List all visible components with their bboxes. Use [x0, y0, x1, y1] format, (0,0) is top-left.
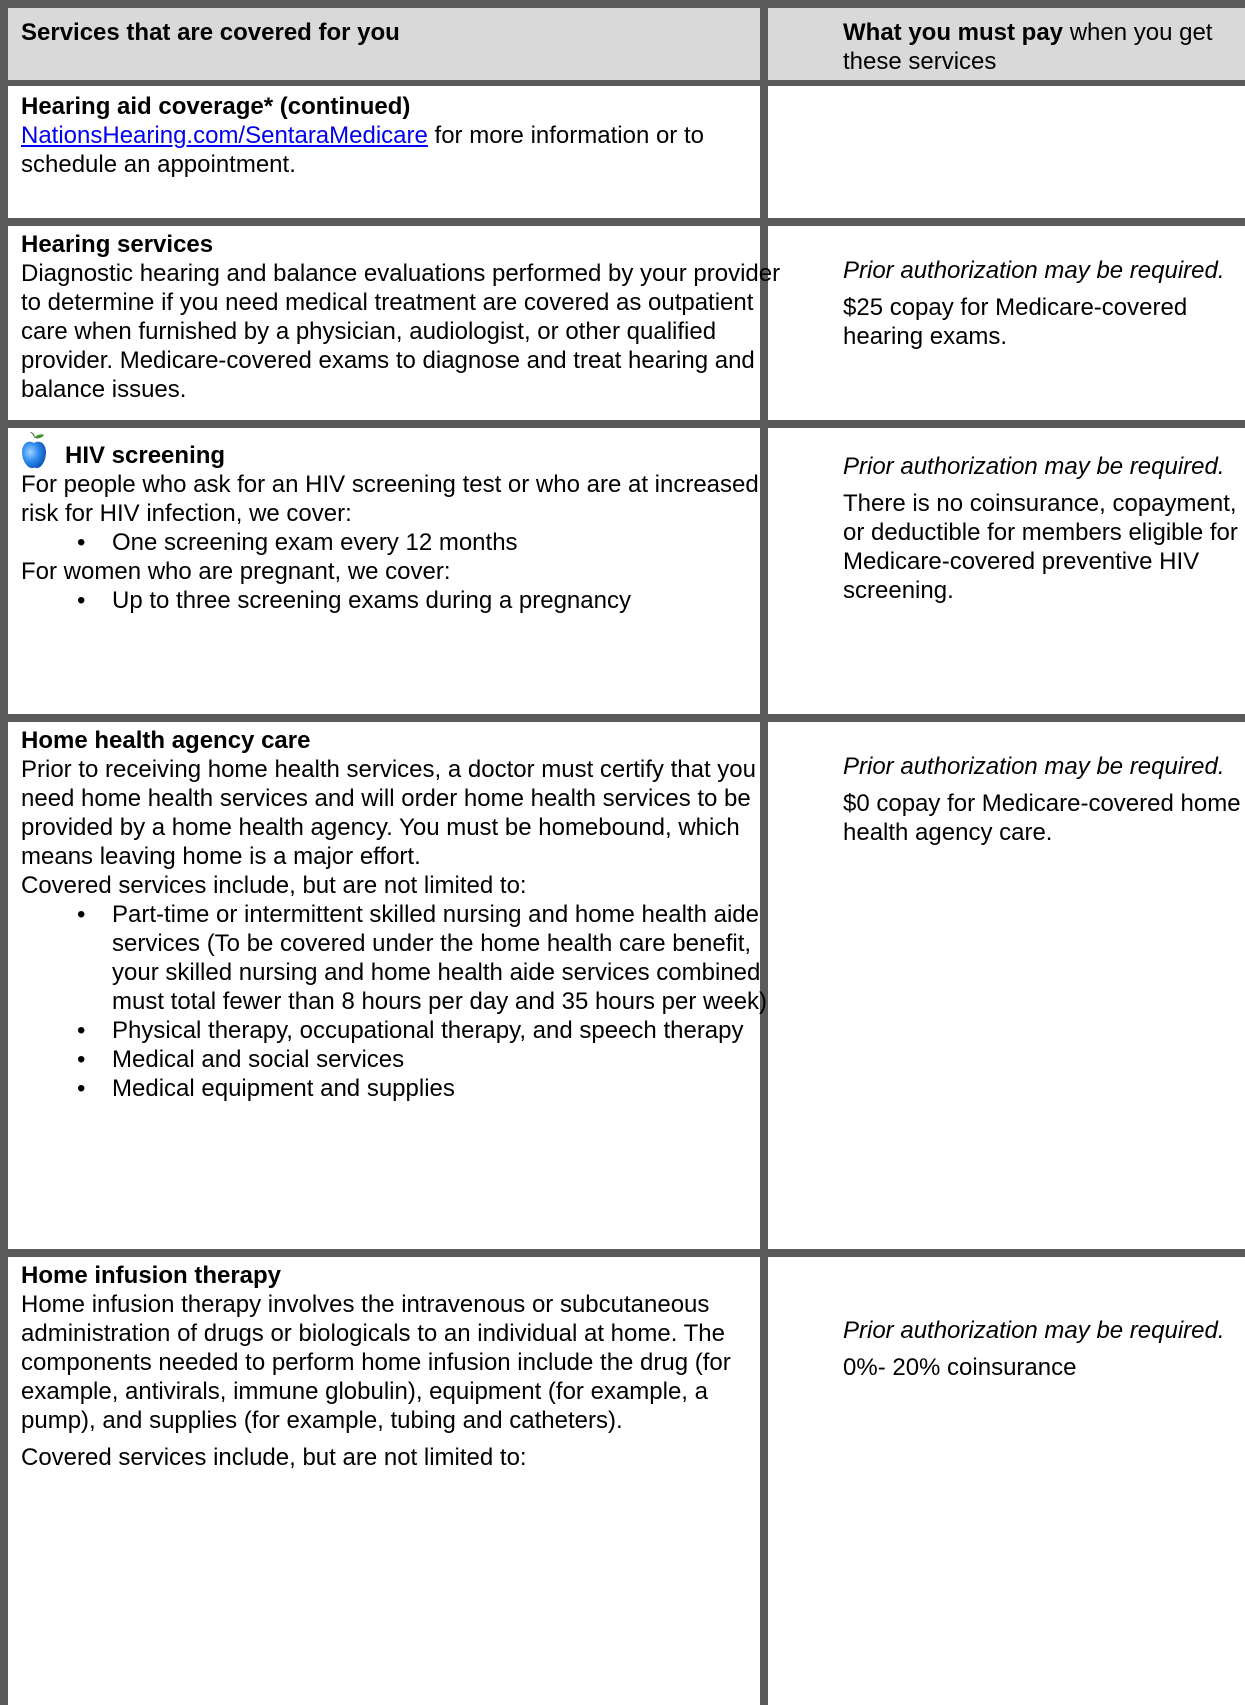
header-pay-bold: What you must pay	[843, 19, 1064, 46]
row-hearing-aid	[21, 92, 781, 179]
row-title: HIV screening	[65, 442, 226, 469]
row-divider	[0, 80, 1245, 86]
row-text-rest: for more information or to schedule an appointment.	[21, 122, 704, 178]
row-hearing-services-cost	[843, 256, 1245, 351]
list-item: • Medical equipment and supplies	[21, 1074, 781, 1103]
row-home-health	[21, 726, 781, 1103]
row-divider	[0, 420, 1245, 428]
list-item: • Physical therapy, occupational therapy, and speech therapy	[21, 1016, 781, 1045]
prior-auth-note: Prior authorization may be required.	[843, 753, 1225, 780]
nationshearing-link[interactable]: NationsHearing.com/SentaraMedicare	[21, 122, 428, 149]
table-border-left	[0, 0, 8, 1705]
bullet-list	[21, 528, 781, 557]
prior-auth-note: Prior authorization may be required.	[843, 453, 1225, 480]
row-paragraph: For women who are pregnant, we cover:	[21, 558, 451, 585]
row-paragraph: Covered services include, but are not limited to:	[21, 1444, 527, 1471]
row-text	[21, 121, 781, 179]
row-paragraph: Covered services include, but are not limited to:	[21, 872, 527, 899]
row-paragraph: For people who ask for an HIV screening test or who are at increased risk for HIV infection, we cover:	[21, 471, 759, 527]
prior-auth-note: Prior authorization may be required.	[843, 1317, 1225, 1344]
row-divider	[0, 0, 1245, 8]
row-title-group	[21, 432, 781, 470]
cost-text: There is no coinsurance, copayment, or deductible for members eligible for Medicare-covered preventive HIV screening.	[843, 490, 1238, 604]
apple-icon	[21, 432, 47, 470]
row-description: Diagnostic hearing and balance evaluations performed by your provider to determine if you need medical treatment are covered as outpatient care when furnished by a physician, audiologist, or other qualified provider. Medicare-covered exams to diagnose and treat hearing and balance issues.	[21, 260, 781, 403]
header-services: Services that are covered for you	[21, 19, 400, 46]
cost-text: 0%- 20% coinsurance	[843, 1354, 1077, 1381]
row-divider	[0, 714, 1245, 722]
list-item: • One screening exam every 12 months	[21, 528, 781, 557]
prior-auth-note: Prior authorization may be required.	[843, 257, 1225, 284]
row-hiv-screening-cost	[843, 452, 1245, 605]
row-home-infusion-cost	[843, 1316, 1245, 1382]
row-title: Hearing aid coverage* (continued)	[21, 93, 411, 120]
row-hearing-services	[21, 230, 781, 404]
row-paragraph: Prior to receiving home health services, a doctor must certify that you need home health services and will order home health services to be provided by a home health agency. You must be homebound, which means leaving home is a major effort.	[21, 756, 756, 870]
cost-text: $25 copay for Medicare-covered hearing exams.	[843, 294, 1188, 350]
row-title: Home health agency care	[21, 727, 311, 754]
header-pay	[843, 18, 1243, 76]
bullet-list	[21, 586, 781, 615]
list-item: • Part-time or intermittent skilled nursing and home health aide services (To be covered under the home health care benefit, your skilled nursing and home health aide services combined must total fewer than 8 hours per day and 35 hours per week)	[21, 900, 781, 1016]
header-pay-rest: when you get these services	[843, 19, 1213, 75]
row-paragraph: Home infusion therapy involves the intravenous or subcutaneous administration of drugs or biologicals to an individual at home. The components needed to perform home infusion include the drug (for example, antivirals, immune globulin), equipment (for example, a pump), and supplies (for example, tubing and catheters).	[21, 1291, 731, 1434]
cost-text: $0 copay for Medicare-covered home health agency care.	[843, 790, 1241, 846]
row-hiv-screening	[21, 432, 781, 615]
list-item: • Medical and social services	[21, 1045, 781, 1074]
row-title: Hearing services	[21, 231, 214, 258]
row-home-infusion	[21, 1261, 781, 1472]
row-title: Home infusion therapy	[21, 1262, 282, 1289]
row-home-health-cost	[843, 752, 1245, 847]
bullet-list	[21, 900, 781, 1103]
row-divider	[0, 218, 1245, 226]
list-item: • Up to three screening exams during a pregnancy	[21, 586, 781, 615]
row-divider	[0, 1249, 1245, 1257]
